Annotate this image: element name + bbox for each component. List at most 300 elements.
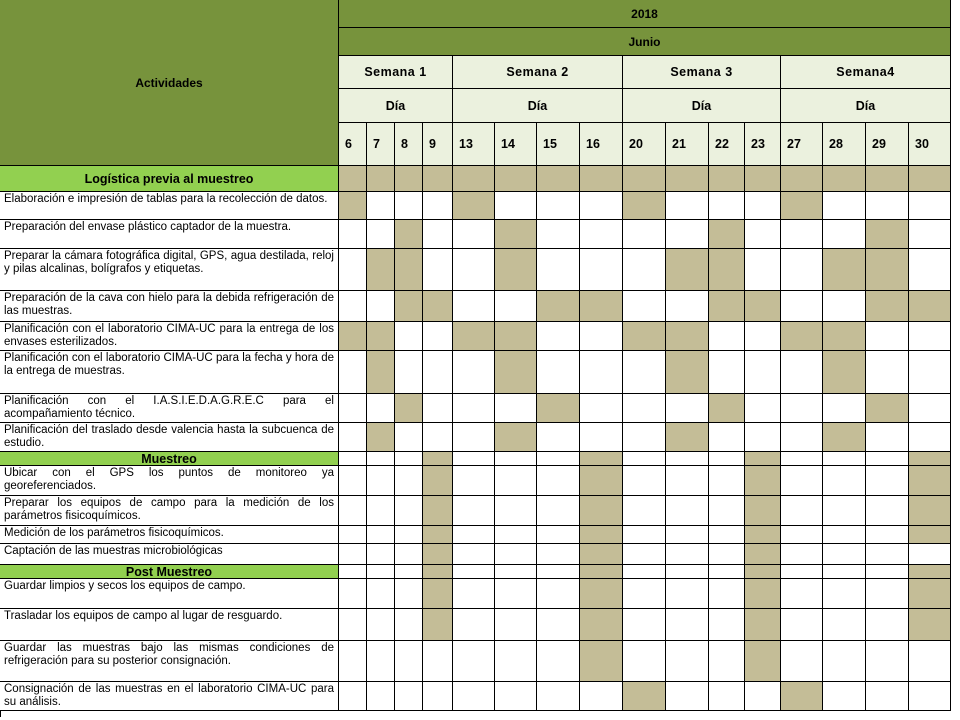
activity-label: Guardar las muestras bajo las mismas condiciones de refrigeración para su posterior consignación. <box>4 642 334 667</box>
schedule-bar <box>623 192 666 220</box>
activity-label-cell <box>0 579 339 609</box>
empty-cell <box>537 351 580 394</box>
empty-cell <box>453 496 495 526</box>
schedule-bar <box>623 322 666 351</box>
empty-cell <box>623 565 666 579</box>
empty-cell <box>453 291 495 322</box>
day-number: 13 <box>459 137 473 151</box>
day-number: 9 <box>429 137 436 151</box>
activity-label-cell <box>0 526 339 544</box>
empty-cell <box>580 394 623 423</box>
week-label: Semana 1 <box>364 65 427 79</box>
empty-cell <box>823 291 866 322</box>
empty-cell <box>909 351 951 394</box>
schedule-bar <box>745 544 781 565</box>
empty-cell <box>709 579 745 609</box>
empty-cell <box>453 641 495 682</box>
empty-cell <box>866 682 909 711</box>
section-label: Logística previa al muestreo <box>84 171 254 186</box>
week-header <box>781 56 951 89</box>
day-group-header <box>623 89 781 123</box>
activity-label: Planificación con el laboratorio CIMA-UC para la fecha y hora de la entrega de muestras. <box>4 352 334 377</box>
empty-cell <box>395 423 423 452</box>
section-schedule-bar <box>623 166 666 192</box>
empty-cell <box>367 192 395 220</box>
empty-cell <box>580 351 623 394</box>
empty-cell <box>909 220 951 249</box>
day-header <box>745 123 781 166</box>
activity-label-cell <box>0 682 339 711</box>
empty-cell <box>453 544 495 565</box>
schedule-bar <box>866 220 909 249</box>
empty-cell <box>666 394 709 423</box>
empty-cell <box>367 565 395 579</box>
schedule-bar <box>395 220 423 249</box>
empty-cell <box>367 291 395 322</box>
section-schedule-bar <box>423 452 453 466</box>
activity-label: Captación de las muestras microbiológicas <box>4 545 223 557</box>
empty-cell <box>866 351 909 394</box>
empty-cell <box>453 394 495 423</box>
empty-cell <box>909 544 951 565</box>
day-group-label: Día <box>527 98 548 113</box>
day-number: 20 <box>629 137 643 151</box>
activity-label: Ubicar con el GPS los puntos de monitoreo ya georeferenciados. <box>4 467 334 492</box>
empty-cell <box>453 579 495 609</box>
empty-cell <box>537 579 580 609</box>
empty-cell <box>423 322 453 351</box>
section-schedule-bar <box>495 166 537 192</box>
section-header <box>0 166 339 192</box>
schedule-bar <box>367 351 395 394</box>
schedule-bar <box>537 291 580 322</box>
empty-cell <box>666 466 709 496</box>
schedule-bar <box>909 526 951 544</box>
schedule-bar <box>709 394 745 423</box>
empty-cell <box>395 544 423 565</box>
empty-cell <box>823 220 866 249</box>
empty-cell <box>823 609 866 641</box>
schedule-bar <box>823 423 866 452</box>
schedule-bar <box>495 351 537 394</box>
activity-label-cell <box>0 351 339 394</box>
empty-cell <box>866 641 909 682</box>
empty-cell <box>709 565 745 579</box>
schedule-bar <box>339 192 367 220</box>
empty-cell <box>866 609 909 641</box>
empty-cell <box>745 394 781 423</box>
empty-cell <box>367 394 395 423</box>
empty-cell <box>909 394 951 423</box>
schedule-bar <box>495 249 537 291</box>
day-group-label: Día <box>385 98 406 113</box>
activity-label: Planificación con el laboratorio CIMA-UC para la entrega de los envases esterilizados. <box>4 323 334 348</box>
activity-label-cell <box>0 291 339 322</box>
schedule-bar <box>909 466 951 496</box>
section-label: Post Muestreo <box>125 565 213 579</box>
empty-cell <box>666 291 709 322</box>
empty-cell <box>495 394 537 423</box>
schedule-bar <box>423 466 453 496</box>
empty-cell <box>666 609 709 641</box>
empty-cell <box>781 351 823 394</box>
schedule-bar <box>580 609 623 641</box>
empty-cell <box>709 544 745 565</box>
schedule-bar <box>367 322 395 351</box>
section-schedule-bar <box>537 166 580 192</box>
year-header <box>339 0 951 28</box>
empty-cell <box>781 526 823 544</box>
empty-cell <box>339 220 367 249</box>
activity-label: Preparación de la cava con hielo para la debida refrigeración de las muestras. <box>4 292 334 317</box>
schedule-bar <box>495 423 537 452</box>
empty-cell <box>423 351 453 394</box>
empty-cell <box>823 565 866 579</box>
empty-cell <box>623 291 666 322</box>
empty-cell <box>395 565 423 579</box>
schedule-bar <box>781 682 823 711</box>
section-schedule-bar <box>580 565 623 579</box>
section-schedule-bar <box>423 166 453 192</box>
empty-cell <box>537 220 580 249</box>
empty-cell <box>339 496 367 526</box>
empty-cell <box>495 466 537 496</box>
empty-cell <box>709 641 745 682</box>
empty-cell <box>709 496 745 526</box>
empty-cell <box>781 579 823 609</box>
empty-cell <box>339 351 367 394</box>
empty-cell <box>623 249 666 291</box>
week-label: Semana 3 <box>670 65 733 79</box>
empty-cell <box>866 466 909 496</box>
empty-cell <box>623 394 666 423</box>
schedule-bar <box>909 579 951 609</box>
empty-cell <box>423 394 453 423</box>
year-label: 2018 <box>631 6 658 21</box>
empty-cell <box>709 609 745 641</box>
activity-label-cell <box>0 322 339 351</box>
day-group-label: Día <box>855 98 876 113</box>
empty-cell <box>781 249 823 291</box>
day-header <box>367 123 395 166</box>
schedule-bar <box>537 394 580 423</box>
empty-cell <box>781 609 823 641</box>
empty-cell <box>367 220 395 249</box>
week-label: Semana 2 <box>506 65 569 79</box>
empty-cell <box>666 496 709 526</box>
day-number: 21 <box>672 137 686 151</box>
empty-cell <box>909 423 951 452</box>
empty-cell <box>909 192 951 220</box>
schedule-bar <box>423 526 453 544</box>
schedule-bar <box>623 682 666 711</box>
day-number: 8 <box>401 137 408 151</box>
empty-cell <box>395 641 423 682</box>
schedule-bar <box>580 496 623 526</box>
activity-label: Elaboración e impresión de tablas para la recolección de datos. <box>4 193 328 205</box>
schedule-bar <box>666 249 709 291</box>
week-header <box>623 56 781 89</box>
day-number: 16 <box>586 137 600 151</box>
schedule-bar <box>495 322 537 351</box>
empty-cell <box>367 496 395 526</box>
day-header <box>423 123 453 166</box>
day-header <box>453 123 495 166</box>
activity-label-cell <box>0 192 339 220</box>
empty-cell <box>709 526 745 544</box>
day-number: 15 <box>543 137 557 151</box>
section-schedule-bar <box>339 166 367 192</box>
empty-cell <box>709 192 745 220</box>
empty-cell <box>423 423 453 452</box>
section-schedule-bar <box>909 166 951 192</box>
empty-cell <box>537 609 580 641</box>
schedule-bar <box>909 609 951 641</box>
month-label: Junio <box>628 34 661 49</box>
section-schedule-bar <box>367 166 395 192</box>
empty-cell <box>339 423 367 452</box>
empty-cell <box>781 291 823 322</box>
activity-label-cell <box>0 466 339 496</box>
activity-label-cell <box>0 249 339 291</box>
empty-cell <box>781 466 823 496</box>
schedule-bar <box>339 322 367 351</box>
empty-cell <box>395 579 423 609</box>
empty-cell <box>666 682 709 711</box>
day-number: 29 <box>872 137 886 151</box>
section-schedule-bar <box>666 166 709 192</box>
empty-cell <box>823 192 866 220</box>
schedule-bar <box>666 351 709 394</box>
week-header <box>339 56 453 89</box>
empty-cell <box>339 526 367 544</box>
day-group-header <box>339 89 453 123</box>
empty-cell <box>666 452 709 466</box>
activity-label-cell <box>0 641 339 682</box>
empty-cell <box>745 220 781 249</box>
day-number: 6 <box>345 137 352 151</box>
day-header <box>623 123 666 166</box>
day-header <box>709 123 745 166</box>
section-schedule-bar <box>909 565 951 579</box>
empty-cell <box>745 682 781 711</box>
activity-label-cell <box>0 394 339 423</box>
empty-cell <box>339 641 367 682</box>
schedule-bar <box>580 544 623 565</box>
empty-cell <box>495 544 537 565</box>
schedule-bar <box>580 526 623 544</box>
empty-cell <box>781 544 823 565</box>
empty-cell <box>537 423 580 452</box>
empty-cell <box>537 641 580 682</box>
activity-label: Preparar los equipos de campo para la medición de los parámetros fisicoquímicos. <box>4 497 334 522</box>
empty-cell <box>909 249 951 291</box>
empty-cell <box>367 682 395 711</box>
schedule-bar <box>666 423 709 452</box>
empty-cell <box>781 220 823 249</box>
empty-cell <box>580 249 623 291</box>
empty-cell <box>823 466 866 496</box>
schedule-bar <box>709 249 745 291</box>
empty-cell <box>866 192 909 220</box>
empty-cell <box>395 496 423 526</box>
empty-cell <box>453 249 495 291</box>
section-label: Muestreo <box>141 452 197 466</box>
empty-cell <box>580 423 623 452</box>
empty-cell <box>709 322 745 351</box>
day-group-label: Día <box>691 98 712 113</box>
empty-cell <box>395 682 423 711</box>
empty-cell <box>495 682 537 711</box>
activity-label-cell <box>0 220 339 249</box>
schedule-bar <box>866 249 909 291</box>
empty-cell <box>666 579 709 609</box>
empty-cell <box>395 526 423 544</box>
empty-cell <box>339 609 367 641</box>
section-schedule-bar <box>709 166 745 192</box>
empty-cell <box>745 351 781 394</box>
empty-cell <box>537 452 580 466</box>
schedule-bar <box>580 641 623 682</box>
activity-label: Guardar limpios y secos los equipos de campo. <box>4 580 246 592</box>
section-schedule-bar <box>909 452 951 466</box>
schedule-bar <box>745 496 781 526</box>
empty-cell <box>866 544 909 565</box>
schedule-bar <box>580 291 623 322</box>
schedule-bar <box>823 351 866 394</box>
day-group-header <box>453 89 623 123</box>
empty-cell <box>395 466 423 496</box>
empty-cell <box>781 496 823 526</box>
empty-cell <box>453 466 495 496</box>
day-header <box>339 123 367 166</box>
empty-cell <box>367 526 395 544</box>
empty-cell <box>866 565 909 579</box>
schedule-bar <box>745 466 781 496</box>
schedule-bar <box>367 249 395 291</box>
empty-cell <box>367 579 395 609</box>
empty-cell <box>495 452 537 466</box>
empty-cell <box>339 682 367 711</box>
schedule-bar <box>423 496 453 526</box>
schedule-bar <box>745 291 781 322</box>
empty-cell <box>423 249 453 291</box>
schedule-bar <box>666 322 709 351</box>
empty-cell <box>823 641 866 682</box>
schedule-bar <box>709 291 745 322</box>
empty-cell <box>495 526 537 544</box>
empty-cell <box>339 466 367 496</box>
empty-cell <box>453 423 495 452</box>
empty-cell <box>395 192 423 220</box>
week-label: Semana4 <box>836 65 895 79</box>
schedule-bar <box>580 579 623 609</box>
empty-cell <box>823 496 866 526</box>
empty-cell <box>623 496 666 526</box>
empty-cell <box>339 452 367 466</box>
schedule-bar <box>423 609 453 641</box>
empty-cell <box>909 682 951 711</box>
empty-cell <box>453 220 495 249</box>
activity-label-cell <box>0 423 339 452</box>
day-header <box>823 123 866 166</box>
empty-cell <box>367 544 395 565</box>
schedule-bar <box>709 220 745 249</box>
empty-cell <box>495 496 537 526</box>
section-schedule-bar <box>395 166 423 192</box>
empty-cell <box>495 192 537 220</box>
empty-cell <box>395 322 423 351</box>
empty-cell <box>395 609 423 641</box>
activity-label: Planificación con el I.A.S.I.E.D.A.G.R.E.C para el acompañamiento técnico. <box>4 395 334 420</box>
section-schedule-bar <box>745 166 781 192</box>
activities-header <box>0 0 339 166</box>
empty-cell <box>709 351 745 394</box>
schedule-bar <box>781 322 823 351</box>
activity-label: Consignación de las muestras en el laboratorio CIMA-UC para su análisis. <box>4 683 334 708</box>
week-header <box>453 56 623 89</box>
activities-header-label: Actividades <box>135 75 203 90</box>
empty-cell <box>666 526 709 544</box>
day-number: 14 <box>501 137 515 151</box>
empty-cell <box>823 579 866 609</box>
day-number: 7 <box>373 137 380 151</box>
schedule-bar <box>395 291 423 322</box>
empty-cell <box>666 220 709 249</box>
empty-cell <box>709 682 745 711</box>
schedule-bar <box>909 291 951 322</box>
schedule-bar <box>395 249 423 291</box>
empty-cell <box>745 322 781 351</box>
schedule-bar <box>823 249 866 291</box>
empty-cell <box>781 394 823 423</box>
empty-cell <box>709 423 745 452</box>
empty-cell <box>666 565 709 579</box>
empty-cell <box>666 641 709 682</box>
empty-cell <box>823 452 866 466</box>
empty-cell <box>745 249 781 291</box>
section-schedule-bar <box>823 166 866 192</box>
day-number: 30 <box>915 137 929 151</box>
empty-cell <box>537 565 580 579</box>
empty-cell <box>823 526 866 544</box>
schedule-bar <box>781 192 823 220</box>
schedule-bar <box>423 579 453 609</box>
day-number: 23 <box>751 137 765 151</box>
empty-cell <box>666 544 709 565</box>
empty-cell <box>709 452 745 466</box>
empty-cell <box>823 544 866 565</box>
section-header <box>0 565 339 579</box>
section-schedule-bar <box>580 166 623 192</box>
day-number: 28 <box>829 137 843 151</box>
activity-label: Medición de los parámetros fisicoquímicos. <box>4 527 224 539</box>
section-schedule-bar <box>580 452 623 466</box>
schedule-bar <box>423 544 453 565</box>
schedule-bar <box>745 526 781 544</box>
empty-cell <box>537 466 580 496</box>
empty-cell <box>453 452 495 466</box>
empty-cell <box>580 220 623 249</box>
empty-cell <box>623 423 666 452</box>
empty-cell <box>339 544 367 565</box>
empty-cell <box>423 192 453 220</box>
empty-cell <box>580 192 623 220</box>
empty-cell <box>495 565 537 579</box>
empty-cell <box>339 291 367 322</box>
empty-cell <box>909 322 951 351</box>
empty-cell <box>666 192 709 220</box>
